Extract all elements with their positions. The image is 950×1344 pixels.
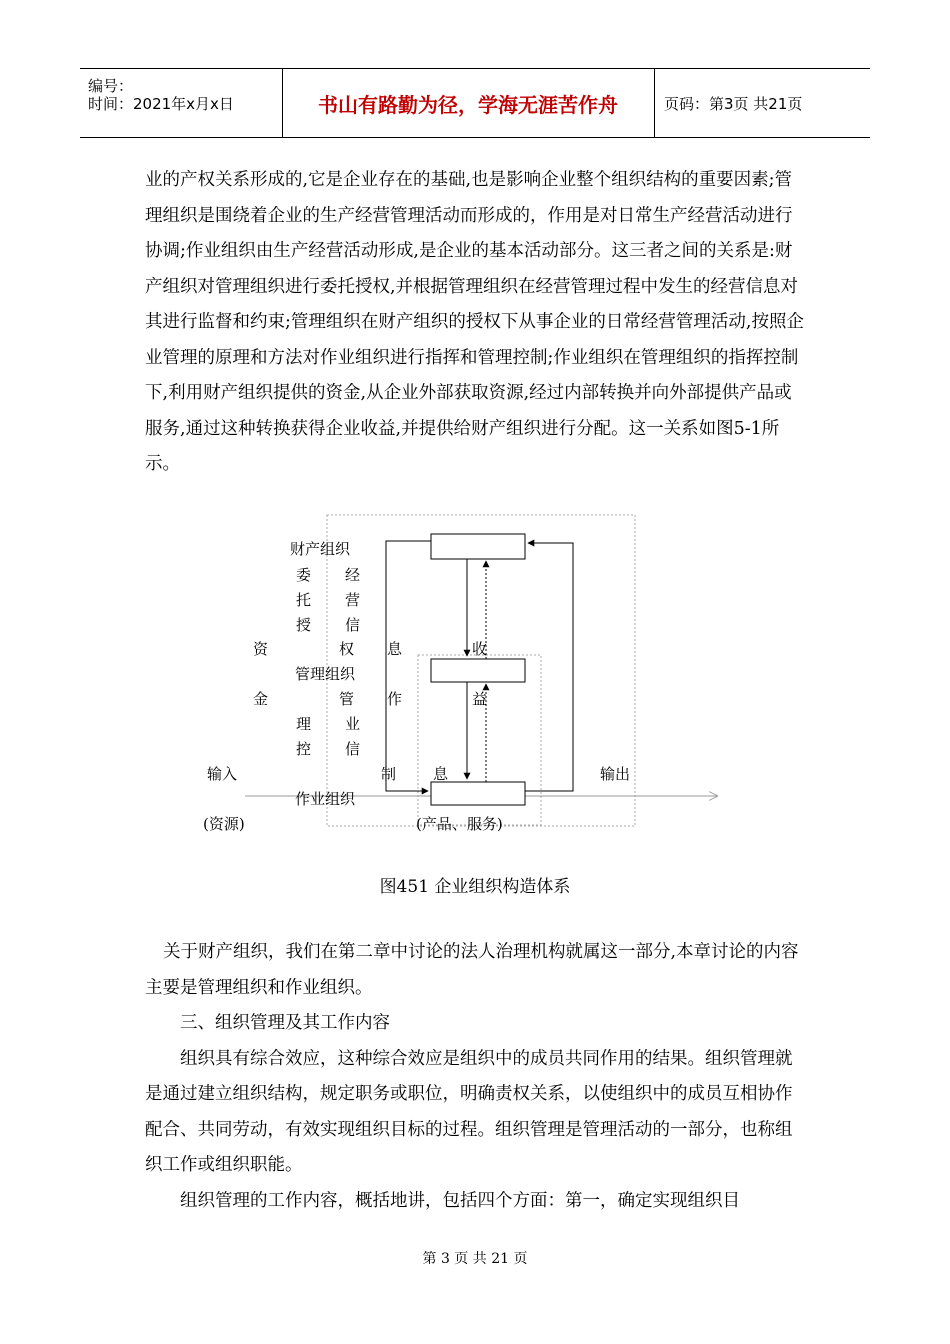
label-mgmt-org: 管理组织 [295, 665, 356, 683]
paragraph: 业的产权关系形成的,它是企业存在的基础,也是影响企业整个组织结构的重要因素;管理组织是围绕着企业的生产经营管理活动而形成的，作用是对日常生产经营活动进行协调;作业组织由生产经营活动形成,是企业的基本活动部分。这三者之间的关系是:财产组织对管理组织进行委托授权,并根据管理组织在经营管理过程中发生的经营信息对其进行监督和约束;管理组织在财产组织的授权下从事企业的日常经营管理活动,按照企业管理的原理和方法对作业组织进行指挥和管理控制;作业组织在管理组织的指挥控制下,利用财产组织提供的资金,从企业外部获取资源,经过内部转换并向外部提供产品或服务,通过这种转换获得企业收益,并提供给财产组织进行分配。这一关系如图5-1所示。 [145, 170, 804, 474]
label-jin: 金 [253, 690, 269, 708]
label-xi: 息 [387, 640, 403, 658]
label-guan: 管 [339, 690, 355, 708]
label-quan: 权 [339, 640, 355, 658]
label-zi: 资 [253, 640, 269, 658]
body-text-bottom [145, 935, 805, 1219]
label-products: (产品、服务) [416, 815, 503, 833]
ops-org-box [431, 782, 525, 805]
revenue-arrow [525, 543, 573, 791]
label-tuo: 托 [296, 591, 312, 609]
finance-org-box [431, 534, 525, 559]
label-xin: 信 [345, 616, 361, 634]
label-kong: 控 [296, 740, 312, 758]
label-shou: 授 [296, 616, 312, 634]
capital-arrow [386, 541, 431, 791]
label-output: 输出 [600, 765, 631, 783]
figure-caption: 图451 企业组织构造体系 [379, 877, 571, 897]
label-yi: 益 [472, 690, 488, 708]
label-resources: (资源) [203, 815, 245, 833]
header-motto: 书山有路勤为径，学海无涯苦作舟 [282, 69, 655, 137]
paragraph: 组织具有综合效应，这种综合效应是组织中的成员共同作用的结果。组织管理就是通过建立组织结构，规定职务或职位，明确责权关系，以使组织中的成员互相协作配合、共同劳动，有效实现组织目标的过程。组织管理是管理活动的一部分，也称组织工作或组织职能。 [145, 1048, 793, 1175]
label-ying: 营 [345, 591, 361, 609]
label-zuo: 作 [387, 690, 403, 708]
header-page-info: 页码：第3页 共21页 [664, 94, 803, 113]
label-xin2: 信 [345, 740, 361, 758]
label-li: 理 [296, 715, 312, 733]
label-xi2: 息 [433, 765, 449, 783]
paragraph: 关于财产组织，我们在第二章中讨论的法人治理机构就属这一部分,本章讨论的内容主要是管理组织和作业组织。 [145, 942, 799, 998]
label-shou2: 收 [472, 640, 488, 658]
page-footer: 第 3 页 共 21 页 [422, 1251, 528, 1267]
time-label: 时间：2021年x月x日 [88, 95, 234, 113]
paragraph: 组织管理的工作内容，概括地讲，包括四个方面：第一，确定实现组织目 [180, 1190, 740, 1211]
number-label: 编号： [88, 77, 134, 95]
section-heading: 三、组织管理及其工作内容 [180, 1013, 390, 1033]
label-zhi: 制 [381, 765, 397, 783]
label-ye: 业 [345, 715, 361, 733]
label-jing: 经 [345, 566, 361, 584]
mgmt-org-box [431, 659, 525, 682]
label-wei: 委 [296, 566, 312, 584]
label-finance-org: 财产组织 [290, 540, 351, 558]
label-input: 输入 [207, 765, 238, 783]
label-ops-org: 作业组织 [295, 790, 356, 808]
